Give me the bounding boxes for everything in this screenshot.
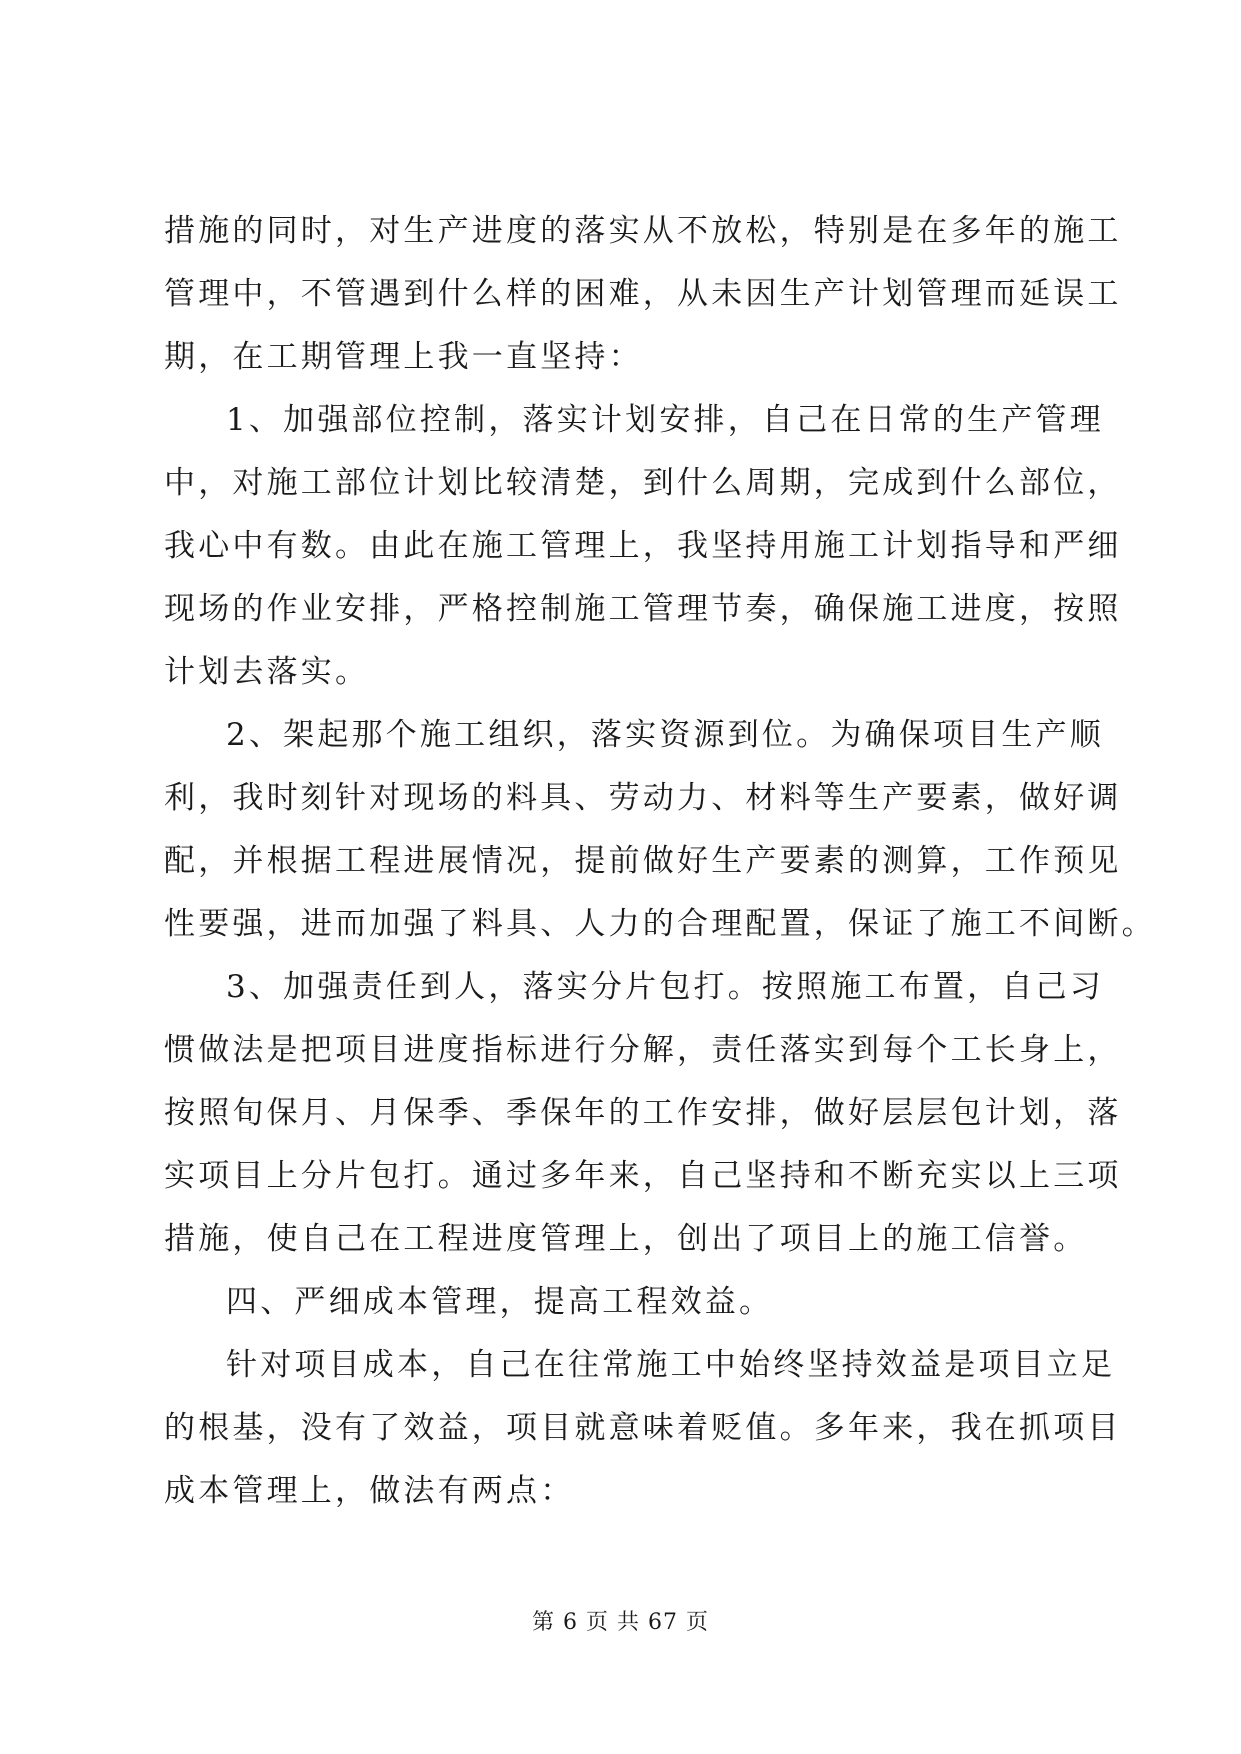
text-line: 成本管理上，做法有两点： bbox=[164, 1473, 575, 1509]
text-line: 现场的作业安排，严格控制施工管理节奏，确保施工进度，按照 bbox=[164, 591, 1122, 627]
text-line: 的根基，没有了效益，项目就意味着贬值。多年来，我在抓项目 bbox=[164, 1410, 1122, 1446]
text-line: 2、架起那个施工组织，落实资源到位。为确保项目生产顺 bbox=[226, 717, 1104, 753]
text-line: 性要强，进而加强了料具、人力的合理配置，保证了施工不间断。 bbox=[164, 906, 1156, 942]
text-line: 惯做法是把项目进度指标进行分解，责任落实到每个工长身上， bbox=[164, 1032, 1122, 1068]
text-line: 配，并根据工程进展情况，提前做好生产要素的测算，工作预见 bbox=[164, 843, 1122, 879]
text-line: 实项目上分片包打。通过多年来，自己坚持和不断充实以上三项 bbox=[164, 1158, 1122, 1194]
text-line: 3、加强责任到人，落实分片包打。按照施工布置，自己习 bbox=[226, 969, 1104, 1005]
body-text bbox=[164, 200, 1156, 1523]
text-line: 我心中有数。由此在施工管理上，我坚持用施工计划指导和严细 bbox=[164, 528, 1122, 564]
text-line: 利，我时刻针对现场的料具、劳动力、材料等生产要素，做好调 bbox=[164, 780, 1122, 816]
text-line: 期，在工期管理上我一直坚持： bbox=[164, 339, 643, 375]
text-line: 中，对施工部位计划比较清楚，到什么周期，完成到什么部位， bbox=[164, 465, 1122, 501]
text-line: 计划去落实。 bbox=[164, 654, 370, 690]
text-line: 措施的同时，对生产进度的落实从不放松，特别是在多年的施工 bbox=[164, 213, 1122, 249]
text-line: 1、加强部位控制，落实计划安排，自己在日常的生产管理 bbox=[226, 402, 1104, 438]
text-line: 管理中，不管遇到什么样的困难，从未因生产计划管理而延误工 bbox=[164, 276, 1122, 312]
text-line: 措施，使自己在工程进度管理上，创出了项目上的施工信誉。 bbox=[164, 1221, 1088, 1257]
text-line: 针对项目成本，自己在往常施工中始终坚持效益是项目立足 bbox=[226, 1347, 1116, 1383]
text-line: 按照旬保月、月保季、季保年的工作安排，做好层层包计划，落 bbox=[164, 1095, 1122, 1131]
section-heading: 四、严细成本管理，提高工程效益。 bbox=[226, 1284, 774, 1320]
page-number-footer: 第 6 页 共 67 页 bbox=[532, 1610, 709, 1635]
